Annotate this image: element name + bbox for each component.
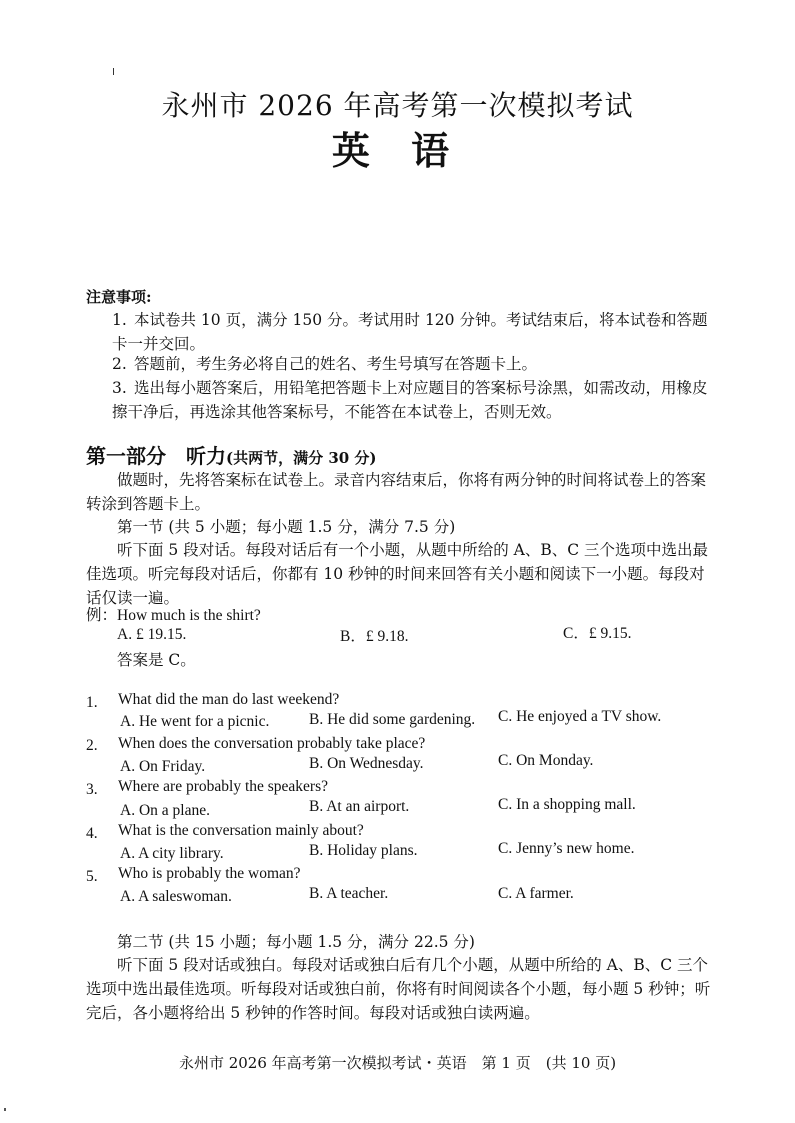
section-title: 第一节 (共 5 小题；每小题 1.5 分，满分 7.5 分) xyxy=(117,518,456,536)
note-text: 本试卷共 10 页，满分 150 分。考试用时 120 分钟。考试结束后，将本试卷和答题卡一并交回。 xyxy=(112,311,708,353)
question-number: 4. xyxy=(86,825,98,842)
exam-title: 永州市 2026 年高考第一次模拟考试 xyxy=(161,89,634,122)
example-answer: 答案是 C。 xyxy=(117,651,196,669)
question-number: 3. xyxy=(86,781,98,798)
option-a: A. On Friday. xyxy=(120,758,206,775)
option-a: A. A saleswoman. xyxy=(120,888,232,905)
note-number: 3. xyxy=(112,379,127,397)
option-a: A. A city library. xyxy=(120,845,224,862)
option-c: C. Jenny’s new home. xyxy=(498,840,635,857)
part-subtitle: (共两节，满分 30 分) xyxy=(226,449,377,467)
option-c: C. He enjoyed a TV show. xyxy=(498,708,662,725)
note-item xyxy=(112,352,712,376)
question-text: What is the conversation mainly about? xyxy=(118,822,364,839)
section-instructions: 听下面 5 段对话。每段对话后有一个小题，从题中所给的 A、B、C 三个选项中选出最佳选项。听完每段对话后，你都有 10 秒钟的时间来回答有关小题和阅读下一小题。每段对话仅读一遍。 xyxy=(86,541,709,607)
section-instructions: 听下面 5 段对话或独白。每段对话或独白后有几个小题，从题中所给的 A、B、C 三个选项中选出最佳选项。听每段对话或独白前，你将有时间阅读各个小题，每小题 5 秒钟；听完后，各小题将给出 5 秒钟的作答时间。每段对话或独白读两遍。 xyxy=(86,956,711,1022)
example-option-c: C．£ 9.15. xyxy=(563,625,632,642)
note-text: 选出每小题答案后，用铅笔把答题卡上对应题目的答案标号涂黑，如需改动，用橡皮擦干净后，再选涂其他答案标号，不能答在本试卷上，否则无效。 xyxy=(112,379,708,421)
example-question-text: How much is the shirt? xyxy=(117,607,261,624)
note-number: 1. xyxy=(112,311,127,329)
question-text: Who is probably the woman? xyxy=(118,865,301,882)
question-number: 1. xyxy=(86,694,98,711)
question-number: 5. xyxy=(86,868,98,885)
subject-title: 英 语 xyxy=(331,128,464,173)
option-b: B. A teacher. xyxy=(309,885,389,902)
example-question xyxy=(86,603,261,625)
option-a: A. On a plane. xyxy=(120,802,210,819)
note-number: 2. xyxy=(112,355,127,373)
part-intro: 做题时，先将答案标在试卷上。录音内容结束后，你将有两分钟的时间将试卷上的答案转涂到答题卡上。 xyxy=(86,471,707,513)
note-item xyxy=(112,376,712,424)
question-number: 2. xyxy=(86,737,98,754)
page-footer: 永州市 2026 年高考第一次模拟考试・英语 第 1 页 (共 10 页) xyxy=(178,1054,617,1072)
option-b: B. On Wednesday. xyxy=(309,755,424,772)
option-b: B. At an airport. xyxy=(309,798,410,815)
example-option-a: A. £ 19.15. xyxy=(117,626,187,643)
notes-heading: 注意事项: xyxy=(86,288,152,306)
example-option-b: B．£ 9.18. xyxy=(340,628,409,645)
note-text: 答题前，考生务必将自己的姓名、考生号填写在答题卡上。 xyxy=(134,355,538,373)
question-text: What did the man do last weekend? xyxy=(118,691,340,708)
note-item xyxy=(112,308,712,356)
part-title: 第一部分 听力 xyxy=(86,444,226,468)
option-c: C. On Monday. xyxy=(498,752,594,769)
question-text: When does the conversation probably take place? xyxy=(118,735,426,752)
scan-mark xyxy=(4,1108,6,1111)
option-b: B. He did some gardening. xyxy=(309,711,476,728)
option-c: C. In a shopping mall. xyxy=(498,796,636,813)
option-a: A. He went for a picnic. xyxy=(120,713,270,730)
scan-mark xyxy=(113,68,114,75)
question-text: Where are probably the speakers? xyxy=(118,778,328,795)
option-b: B. Holiday plans. xyxy=(309,842,418,859)
option-c: C. A farmer. xyxy=(498,885,574,902)
section-title: 第二节 (共 15 小题；每小题 1.5 分，满分 22.5 分) xyxy=(117,933,475,951)
part-heading xyxy=(86,440,377,469)
example-label: 例： xyxy=(86,607,118,624)
